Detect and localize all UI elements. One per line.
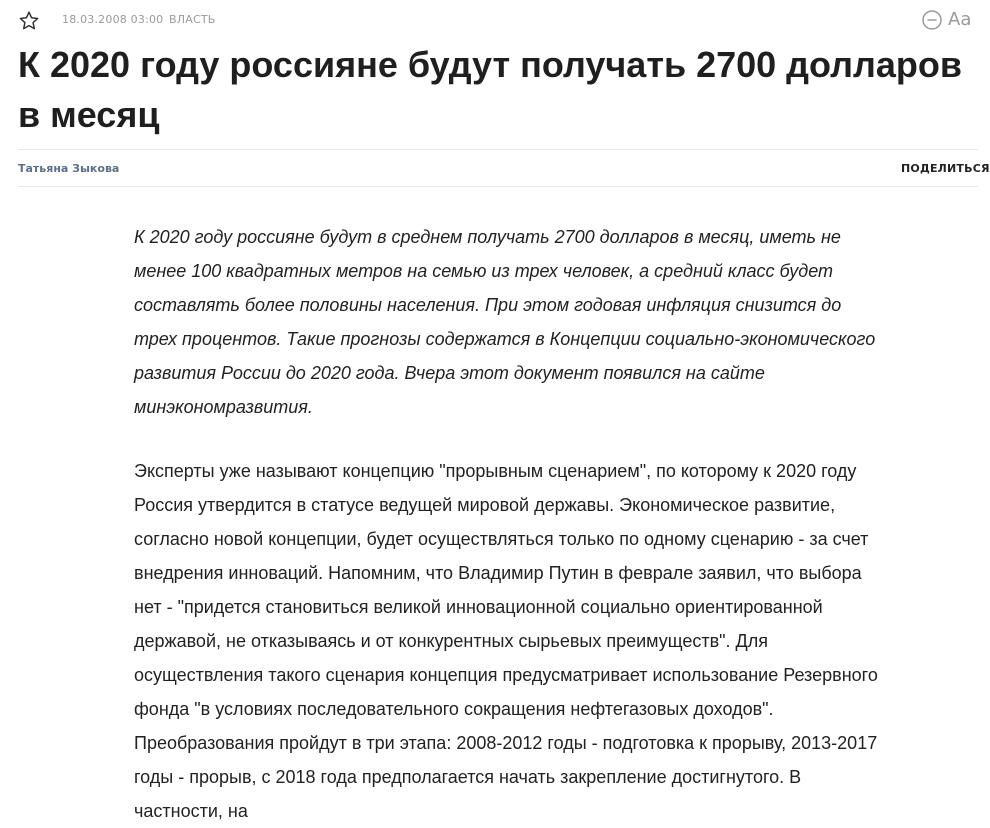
minus-circle-icon	[921, 9, 943, 31]
share-button[interactable]: ПОДЕЛИТЬСЯ	[901, 162, 990, 175]
article-body	[134, 220, 879, 828]
rubric-link[interactable]: ВЛАСТЬ	[169, 13, 216, 26]
divider	[18, 186, 978, 187]
favorite-button[interactable]	[18, 10, 40, 32]
article-lead: К 2020 году россияне будут в среднем получать 2700 долларов в месяц, иметь не менее 100 квадратных метров на семью из трех человек, а средний класс будет составлять более половины населения. При этом годовая инфляция снизится до трех процентов. Такие прогнозы содержатся в Концепции социально-экономического развития России до 2020 года. Вчера этот документ появился на сайте минэкономразвития.	[134, 227, 876, 417]
divider	[18, 149, 978, 150]
author-link[interactable]: Татьяна Зыкова	[18, 162, 120, 175]
article-meta-bar	[0, 0, 978, 40]
decrease-font-button[interactable]	[921, 9, 943, 31]
article-title: К 2020 году россияне будут получать 2700 долларов в месяц	[18, 44, 962, 135]
article-paragraph: Эксперты уже называют концепцию "прорывным сценарием", по которому к 2020 году Россия утвердится в статусе ведущей мировой державы. Экономическое развитие, согласно новой концепции, будет осуществляться только по одному сценарию - за счет внедрения инноваций. Напомним, что Владимир Путин в феврале заявил, что выбора нет - "придется становиться великой инновационной социально ориентированной державой, не отказываясь и от конкурентных сырьевых преимуществ". Для осуществления такого сценария концепция предусматривает использование Резервного фонда "в условиях последовательного сокращения нефтегазовых доходов". Преобразования пройдут в три этапа: 2008-2012 годы - подготовка к прорыву, 2013-2017 годы - прорыв, с 2018 года предполагается начать закрепление достигнутого. В частности, на	[134, 461, 878, 821]
font-size-icon[interactable]: Aa	[948, 9, 972, 30]
publish-date: 18.03.2008 03:00	[62, 13, 164, 26]
star-icon	[18, 10, 40, 32]
